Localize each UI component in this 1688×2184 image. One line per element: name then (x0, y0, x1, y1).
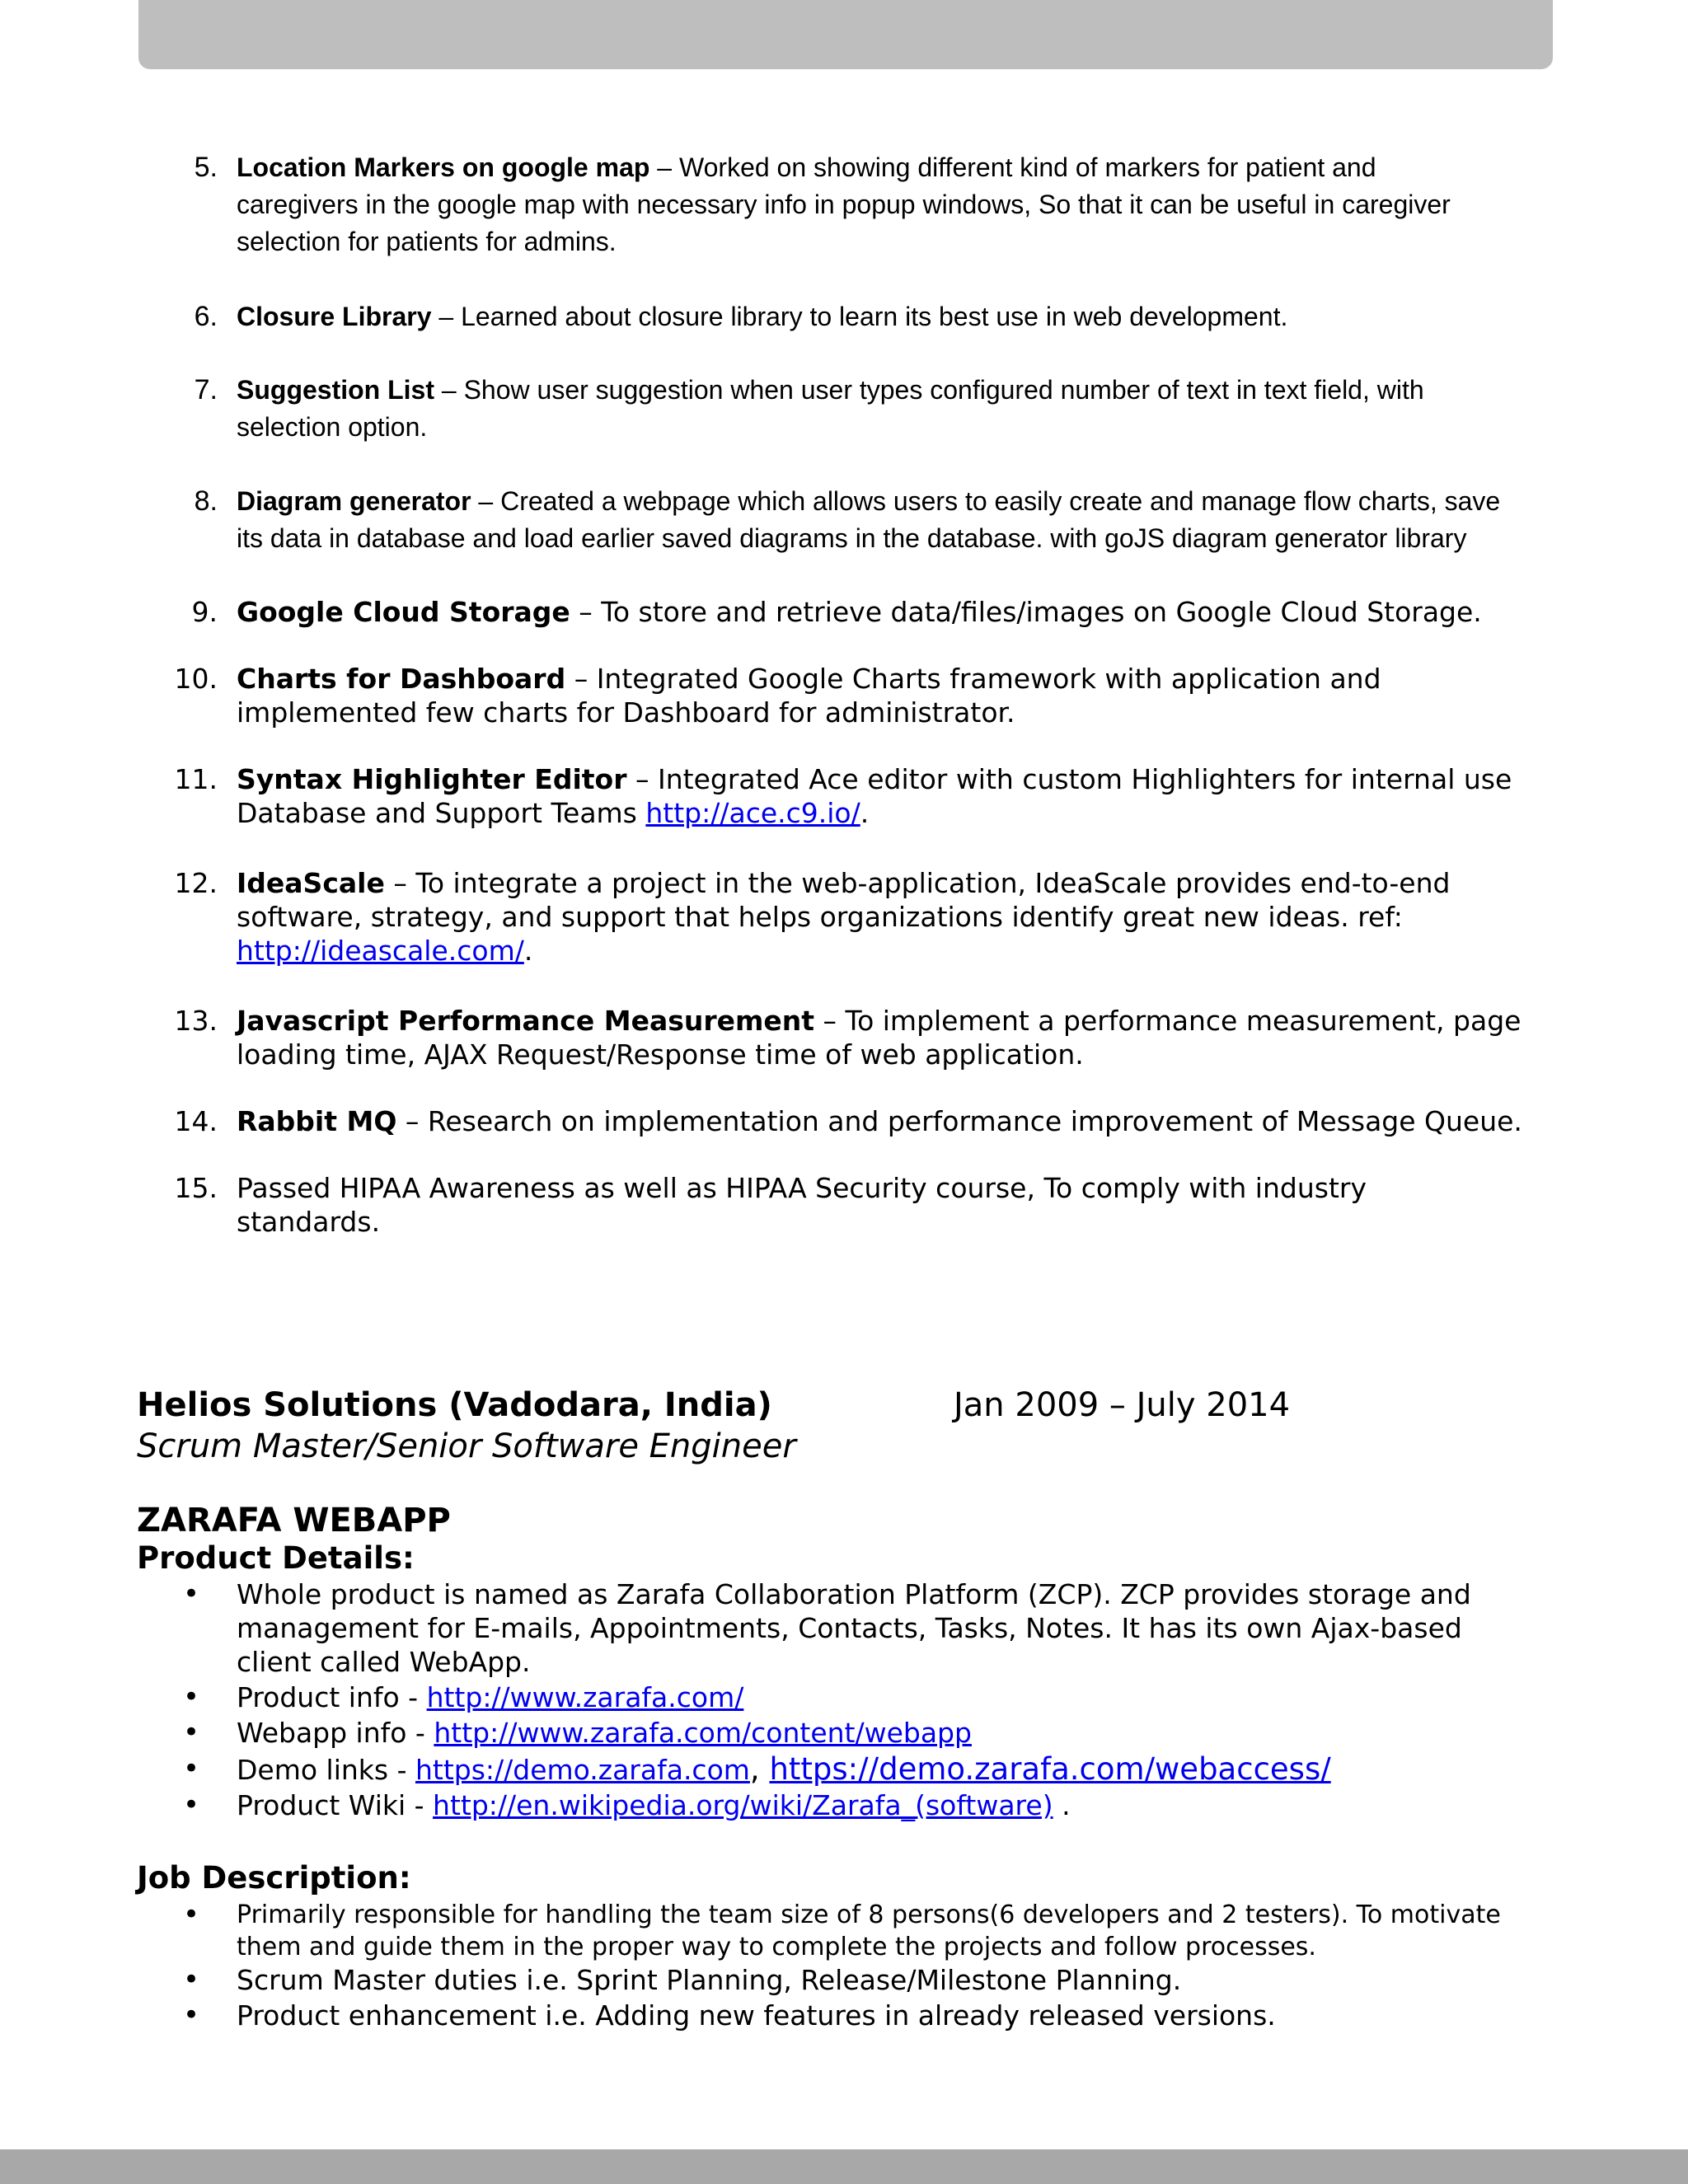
product-details-heading: Product Details: (137, 1540, 415, 1576)
item-number: 8. (194, 485, 218, 517)
item-text: Charts for Dashboard – Integrated Google Charts framework with application and implemented few charts for Dashboard for administrator. (237, 663, 1381, 729)
item-title: Rabbit MQ (237, 1105, 397, 1137)
bullet-icon: • (183, 1898, 200, 1931)
ace-link[interactable]: http://ace.c9.io/ (645, 797, 860, 829)
bullet-icon: • (183, 1788, 200, 1821)
item-text: Suggestion List – Show user suggestion when user types configured number of text in text field, with selection option. (237, 375, 1424, 442)
list-item: • Product info - http://www.zarafa.com/ (183, 1680, 744, 1713)
item-number: 11. (174, 763, 218, 795)
item-number: 9. (191, 596, 218, 628)
company-name: Helios Solutions (Vadodara, India) (137, 1386, 772, 1424)
list-item: • Primarily responsible for handling the team size of 8 persons(6 developers and 2 testers). To motivate them and guide them in the proper way to complete the projects and follow processes. (183, 1898, 1501, 1961)
item-text: Google Cloud Storage – To store and retrieve data/files/images on Google Cloud Storage. (237, 596, 1482, 628)
page-footer-bar (0, 2149, 1688, 2184)
product-details-list (0, 1577, 1688, 1822)
bullet-icon: • (183, 1752, 200, 1785)
list-item: • Webapp info - http://www.zarafa.com/content/webapp (183, 1716, 972, 1749)
item-text: Closure Library – Learned about closure library to learn its best use in web development. (237, 302, 1288, 331)
item-title: IdeaScale (237, 867, 385, 899)
item-number: 14. (174, 1105, 218, 1137)
project-title: ZARAFA WEBAPP (137, 1502, 451, 1540)
page-header-bar (138, 0, 1553, 69)
item-title: Diagram generator (237, 486, 471, 516)
item-title: Syntax Highlighter Editor (237, 763, 627, 795)
ideascale-link[interactable]: http://ideascale.com/ (237, 935, 524, 967)
bullet-icon: • (183, 1999, 200, 2032)
webapp-info-link[interactable]: http://www.zarafa.com/content/webapp (434, 1717, 972, 1749)
item-title: Google Cloud Storage (237, 596, 570, 628)
item-text: Syntax Highlighter Editor – Integrated Ace editor with custom Highlighters for internal use Database and Support Teams http://ace.c9.io/. (237, 763, 1512, 829)
item-number: 15. (174, 1172, 218, 1204)
item-title: Javascript Performance Measurement (237, 1005, 815, 1037)
bullet-icon: • (183, 1716, 200, 1749)
employment-dates: Jan 2009 – July 2014 (954, 1386, 1291, 1424)
job-description-list (0, 1899, 1688, 2032)
item-number: 6. (194, 301, 218, 332)
job-description-heading: Job Description: (137, 1860, 411, 1896)
list-item: • Product Wiki - http://en.wikipedia.org/wiki/Zarafa_(software) . (183, 1788, 1071, 1821)
item-number: 7. (194, 374, 218, 405)
demo-link[interactable]: https://demo.zarafa.com (415, 1754, 750, 1786)
item-text: Location Markers on google map – Worked on showing different kind of markers for patient and caregivers in the google map with necessary info in popup windows, So that it can be useful in caregiver selection for patients for admins. (237, 152, 1451, 256)
item-text: Passed HIPAA Awareness as well as HIPAA Security course, To comply with industry standards. (237, 1172, 1367, 1238)
item-text: Javascript Performance Measurement – To implement a performance measurement, page loading time, AJAX Request/Response time of web application. (237, 1005, 1522, 1071)
item-title: Charts for Dashboard (237, 663, 566, 695)
item-number: 13. (174, 1005, 218, 1037)
item-text: Rabbit MQ – Research on implementation and performance improvement of Message Queue. (237, 1105, 1522, 1137)
item-number: 5. (194, 152, 218, 183)
demo-webaccess-link[interactable]: https://demo.zarafa.com/webaccess/ (769, 1751, 1331, 1787)
item-text: Diagram generator – Created a webpage which allows users to easily create and manage flow charts, save its data in database and load earlier saved diagrams in the database. with goJS diagram generator library (237, 486, 1501, 553)
item-number: 10. (174, 663, 218, 695)
bullet-icon: • (183, 1680, 200, 1713)
product-info-link[interactable]: http://www.zarafa.com/ (426, 1681, 744, 1713)
list-item: • Product enhancement i.e. Adding new features in already released versions. (183, 1999, 1276, 2032)
bullet-icon: • (183, 1963, 200, 1996)
list-item: • Whole product is named as Zarafa Collaboration Platform (ZCP). ZCP provides storage and management for E-mails, Appointments, Contacts, Tasks, Notes. It has its own Ajax-based client called WebApp. (183, 1577, 1471, 1678)
item-number: 12. (174, 867, 218, 899)
list-item: • Scrum Master duties i.e. Sprint Planning, Release/Milestone Planning. (183, 1963, 1182, 1996)
item-text: IdeaScale – To integrate a project in the web-application, IdeaScale provides end-to-end software, strategy, and support that helps organizations identify great new ideas. ref: http://ideascale.com/. (237, 867, 1451, 967)
bullet-icon: • (183, 1577, 200, 1610)
wiki-link[interactable]: http://en.wikipedia.org/wiki/Zarafa_(software) (433, 1789, 1053, 1821)
item-title: Location Markers on google map (237, 152, 650, 182)
job-role: Scrum Master/Senior Software Engineer (137, 1427, 796, 1465)
list-item: • Demo links - https://demo.zarafa.com, https://demo.zarafa.com/webaccess/ (183, 1751, 1331, 1787)
item-title: Closure Library (237, 302, 432, 331)
item-title: Suggestion List (237, 375, 434, 405)
